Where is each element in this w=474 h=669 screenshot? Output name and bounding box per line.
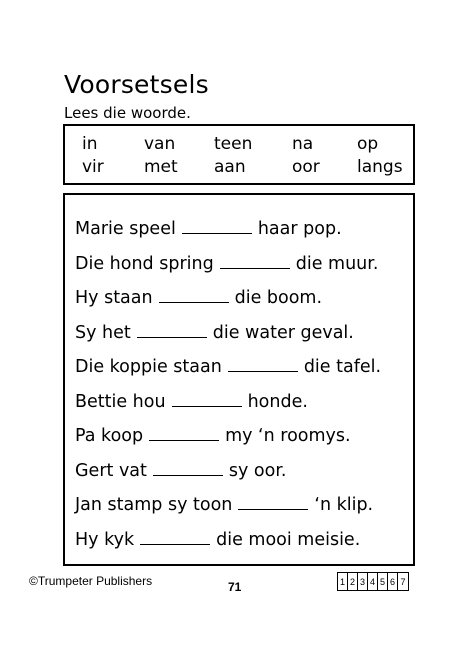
sentence-end: die mooi meisie. (216, 530, 361, 550)
answer-blank[interactable] (228, 371, 298, 372)
sentence-start: Marie speel (75, 219, 176, 239)
sentence-end: die muur. (295, 254, 379, 274)
sentence-start: Hy staan (75, 288, 153, 308)
grade-box: 6 (388, 573, 398, 590)
publisher-credit: ©Trumpeter Publishers (29, 574, 153, 588)
sentence-row (75, 284, 322, 308)
sentence-row (75, 250, 378, 274)
answer-blank[interactable] (182, 233, 252, 234)
answer-blank[interactable] (220, 268, 290, 269)
sentence-row (75, 215, 342, 239)
grade-box: 1 (338, 573, 348, 590)
sentence-row (75, 353, 381, 377)
sentence-start: Die hond spring (75, 254, 214, 274)
sentence-end: die tafel. (303, 357, 382, 377)
answer-blank[interactable] (159, 302, 229, 303)
page-number: 71 (228, 580, 242, 594)
sentence-start: Hy kyk (75, 530, 135, 550)
sentence-row (75, 422, 351, 446)
word-bank-word: aan (214, 157, 246, 177)
word-bank-word: na (292, 134, 314, 154)
grade-box: 3 (358, 573, 368, 590)
answer-blank[interactable] (153, 475, 223, 476)
sentence-start: Sy het (75, 323, 131, 343)
answer-blank[interactable] (172, 406, 242, 407)
word-bank-word: langs (357, 157, 403, 177)
grade-level-boxes (337, 572, 409, 591)
sentence-start: Die koppie staan (75, 357, 222, 377)
word-bank-word: in (82, 134, 98, 154)
sentence-end: haar pop. (257, 219, 342, 239)
grade-box: 4 (368, 573, 378, 590)
word-bank-word: van (144, 134, 176, 154)
sentence-end: sy oor. (228, 461, 287, 481)
answer-blank[interactable] (140, 544, 210, 545)
page-title: Voorsetsels (64, 70, 209, 99)
grade-box: 7 (400, 576, 406, 587)
word-bank-box (63, 124, 415, 185)
sentence-end: die boom. (234, 288, 323, 308)
word-bank-word: vir (82, 157, 104, 177)
word-bank-word: oor (292, 157, 320, 177)
sentence-start: Bettie hou (75, 392, 166, 412)
sentence-row (75, 491, 373, 515)
sentence-start: Pa koop (75, 426, 144, 446)
word-bank-word: op (357, 134, 379, 154)
sentence-row (75, 457, 287, 481)
sentence-row (75, 388, 308, 412)
sentence-end: honde. (247, 392, 308, 412)
sentence-end: ‘n klip. (314, 495, 374, 515)
word-bank-word: met (144, 157, 178, 177)
answer-blank[interactable] (137, 337, 207, 338)
instruction-text: Lees die woorde. (64, 104, 191, 122)
sentences-box (63, 193, 415, 566)
sentence-end: die water geval. (212, 323, 354, 343)
sentence-start: Jan stamp sy toon (75, 495, 233, 515)
answer-blank[interactable] (238, 509, 308, 510)
grade-box: 5 (378, 573, 388, 590)
sentence-row (75, 526, 360, 550)
sentence-start: Gert vat (75, 461, 147, 481)
grade-box: 2 (348, 573, 358, 590)
answer-blank[interactable] (149, 440, 219, 441)
word-bank-word: teen (214, 134, 253, 154)
sentence-row (75, 319, 354, 343)
sentence-end: my ‘n roomys. (225, 426, 351, 446)
